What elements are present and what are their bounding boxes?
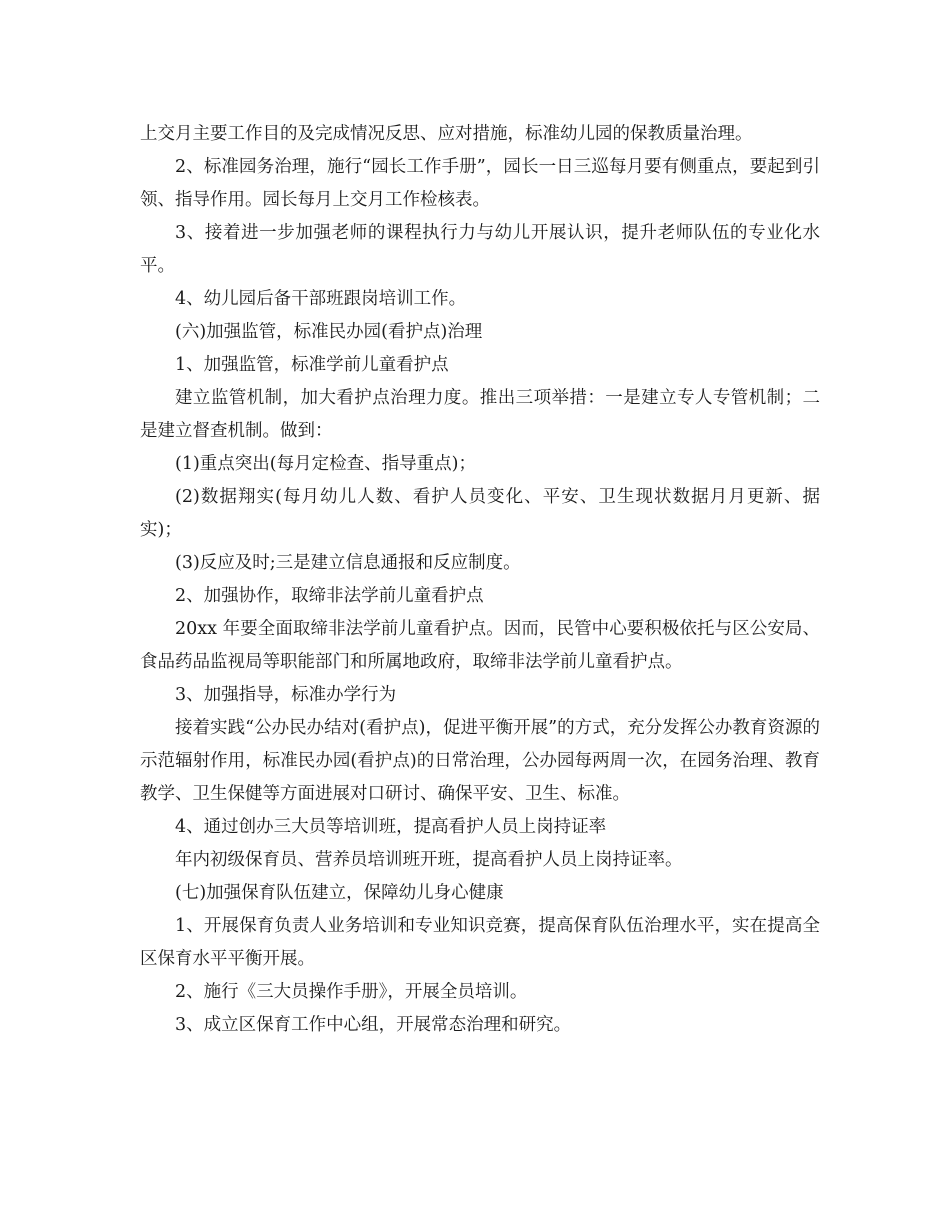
paragraph: 3、接着进一步加强老师的课程执行力与幼儿开展认识，提升老师队伍的专业化水平。 xyxy=(140,223,820,276)
paragraph: 3、成立区保育工作中心组，开展常态治理和研究。 xyxy=(175,1015,572,1035)
paragraph: 上交月主要工作目的及完成情况反思、应对措施，标准幼儿园的保教质量治理。 xyxy=(140,124,753,144)
sub-heading: 1、加强监管，标准学前儿童看护点 xyxy=(175,355,449,375)
paragraph: 年内初级保育员、营养员培训班开班，提高看护人员上岗持证率。 xyxy=(175,850,683,870)
sub-heading: 2、加强协作，取缔非法学前儿童看护点 xyxy=(175,586,484,606)
section-heading: (七)加强保育队伍建立，保障幼儿身心健康 xyxy=(175,883,504,903)
sub-heading: 4、通过创办三大员等培训班，提高看护人员上岗持证率 xyxy=(175,817,607,837)
paragraph: 2、施行《三大员操作手册》，开展全员培训。 xyxy=(175,982,528,1002)
paragraph: 接着实践“公办民办结对(看护点)，促进平衡开展”的方式，充分发挥公办教育资源的示范辐射作用，标准民办园(看护点)的日常治理，公办园每两周一次，在园务治理、教育教学、卫生保健等方面进展对口研讨、确保平安、卫生、标准。 xyxy=(140,718,820,804)
list-item: (1)重点突出(每月定检查、指导重点)； xyxy=(175,454,476,474)
paragraph: 建立监管机制，加大看护点治理力度。推出三项举措：一是建立专人专管机制；二是建立督查机制。做到： xyxy=(140,388,820,441)
paragraph: 4、幼儿园后备干部班跟岗培训工作。 xyxy=(175,289,467,309)
document-body xyxy=(140,118,820,1042)
list-item: (2)数据翔实(每月幼儿人数、看护人员变化、平安、卫生现状数据月月更新、据实)； xyxy=(140,487,820,540)
section-heading: (六)加强监管，标准民办园(看护点)治理 xyxy=(175,322,483,342)
paragraph: 1、开展保育负责人业务培训和专业知识竞赛，提高保育队伍治理水平，实在提高全区保育水平平衡开展。 xyxy=(140,916,820,969)
sub-heading: 3、加强指导，标准办学行为 xyxy=(175,685,397,705)
paragraph: 20xx 年要全面取缔非法学前儿童看护点。因而，民管中心要积极依托与区公安局、食品药品监视局等职能部门和所属地政府，取缔非法学前儿童看护点。 xyxy=(140,619,820,672)
paragraph: 2、标准园务治理，施行“园长工作手册”，园长一日三巡每月要有侧重点，要起到引领、指导作用。园长每月上交月工作检核表。 xyxy=(140,157,820,210)
list-item: (3)反应及时;三是建立信息通报和反应制度。 xyxy=(175,553,521,573)
